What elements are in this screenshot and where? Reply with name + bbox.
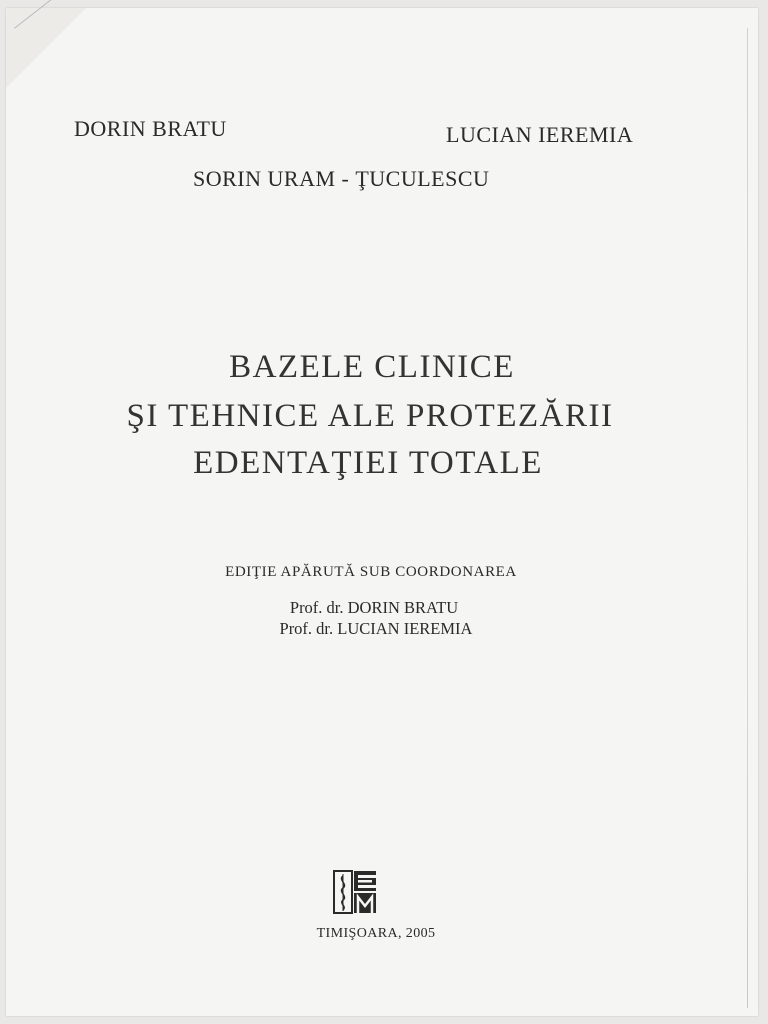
edition-note: EDIŢIE APĂRUTĂ SUB COORDONAREA: [225, 564, 517, 580]
book-title-line: ŞI TEHNICE ALE PROTEZĂRII: [126, 398, 614, 434]
author-name: LUCIAN IEREMIA: [446, 122, 634, 147]
publisher-logo-icon: [333, 870, 377, 914]
author-name: SORIN URAM - ŢUCULESCU: [193, 166, 490, 191]
title-page: [6, 8, 758, 1016]
coordinator-name: Prof. dr. LUCIAN IEREMIA: [279, 619, 473, 638]
coordinator-name: Prof. dr. DORIN BRATU: [289, 598, 459, 617]
publisher-imprint: TIMIŞOARA, 2005: [316, 926, 436, 941]
author-name: DORIN BRATU: [74, 116, 227, 141]
book-title-line: BAZELE CLINICE: [229, 349, 515, 385]
page-edge-shadow: [747, 28, 748, 1008]
book-title-line: EDENTAŢIEI TOTALE: [193, 445, 543, 481]
page-corner-fold: [6, 8, 86, 88]
